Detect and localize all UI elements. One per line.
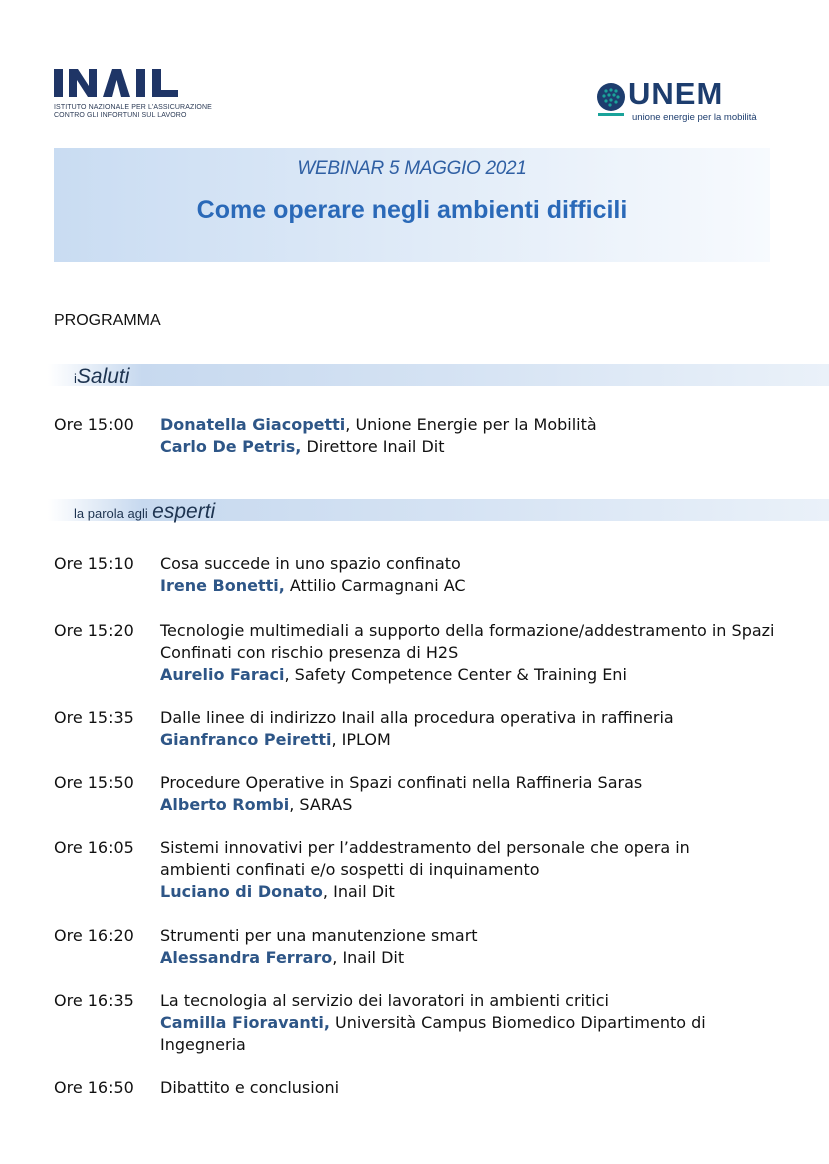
talk-title: Dibattito e conclusioni	[160, 1078, 340, 1097]
program-entry	[54, 553, 814, 597]
speaker-name: Luciano di Donato	[160, 882, 323, 901]
page-title: Come operare negli ambienti difficili	[196, 196, 628, 224]
talk-title: Tecnologie multimediali a supporto della formazione/addestramento in Spazi Confinati con rischio presenza di H2S	[160, 621, 775, 662]
section-saluti	[48, 364, 829, 386]
unem-logo	[596, 76, 776, 124]
entry-time: Ore 15:10	[54, 554, 134, 573]
speaker-name: Alberto Rombi	[160, 795, 290, 814]
section-esperti-label: la parola agli esperti	[74, 500, 216, 523]
svg-text:INAIL: INAIL	[54, 66, 57, 67]
talk-title: La tecnologia al servizio dei lavoratori in ambienti critici	[160, 991, 609, 1010]
program-entry	[54, 772, 814, 816]
entry-time: Ore 16:50	[54, 1078, 134, 1097]
speaker-name: Aurelio Faraci	[160, 665, 285, 684]
unem-wordmark: UNEM	[628, 76, 724, 111]
speaker-name: Irene Bonetti,	[160, 576, 285, 595]
section-esperti	[48, 499, 829, 521]
speaker-name: Carlo De Petris,	[160, 437, 302, 456]
speaker-affiliation: , IPLOM	[331, 730, 391, 749]
speaker-affiliation: , Safety Competence Center & Training Eni	[284, 665, 627, 684]
section-saluti-label: iSaluti	[74, 365, 130, 388]
speaker-name: Camilla Fioravanti,	[160, 1013, 330, 1032]
speaker-name: Donatella Giacopetti	[160, 415, 346, 434]
inail-subtitle: ISTITUTO NAZIONALE PER L'ASSICURAZIONE CONTRO GLI INFORTUNI SUL LAVORO	[54, 104, 212, 119]
program-entry	[54, 925, 814, 969]
unem-accent-bar	[598, 113, 624, 116]
program-entry	[54, 837, 814, 903]
speaker-affiliation: , Inail Dit	[332, 948, 405, 967]
entry-time: Ore 15:00	[54, 415, 134, 434]
entry-time: Ore 16:05	[54, 838, 134, 857]
program-entry	[54, 1077, 814, 1099]
entry-time: Ore 16:35	[54, 991, 134, 1010]
entry-time: Ore 16:20	[54, 926, 134, 945]
webinar-date: WEBINAR 5 MAGGIO 2021	[297, 158, 527, 179]
speaker-affiliation: , Unione Energie per la Mobilità	[345, 415, 597, 434]
talk-title: Procedure Operative in Spazi confinati nella Raffineria Saras	[160, 773, 643, 792]
speaker-name: Alessandra Ferraro	[160, 948, 333, 967]
speaker-affiliation: Università Campus Biomedico Dipartimento di Ingegneria	[160, 1013, 706, 1054]
unem-tagline: unione energie per la mobilità	[632, 112, 757, 123]
inail-logo	[54, 66, 224, 120]
talk-title: Cosa succede in uno spazio confinato	[160, 554, 461, 573]
globe-icon	[596, 82, 626, 112]
entry-time: Ore 15:20	[54, 621, 134, 640]
entry-time: Ore 15:50	[54, 773, 134, 792]
program-entry	[54, 414, 814, 458]
programma-heading: PROGRAMMA	[54, 312, 161, 329]
program-entry	[54, 990, 814, 1056]
speaker-name: Gianfranco Peiretti	[160, 730, 332, 749]
program-entry	[54, 620, 814, 686]
talk-title: Dalle linee di indirizzo Inail alla procedura operativa in raffineria	[160, 708, 674, 727]
program-entry	[54, 707, 814, 751]
speaker-affiliation: Attilio Carmagnani AC	[284, 576, 466, 595]
talk-title: Strumenti per una manutenzione smart	[160, 926, 478, 945]
title-banner	[54, 148, 770, 262]
entry-time: Ore 15:35	[54, 708, 134, 727]
speaker-affiliation: , Inail Dit	[322, 882, 395, 901]
speaker-affiliation: , SARAS	[289, 795, 353, 814]
speaker-affiliation: Direttore Inail Dit	[301, 437, 445, 456]
talk-title: Sistemi innovativi per l’addestramento del personale che opera in ambienti confinati e/o sospetti di inquinamento	[160, 838, 690, 879]
inail-wordmark	[54, 66, 208, 100]
